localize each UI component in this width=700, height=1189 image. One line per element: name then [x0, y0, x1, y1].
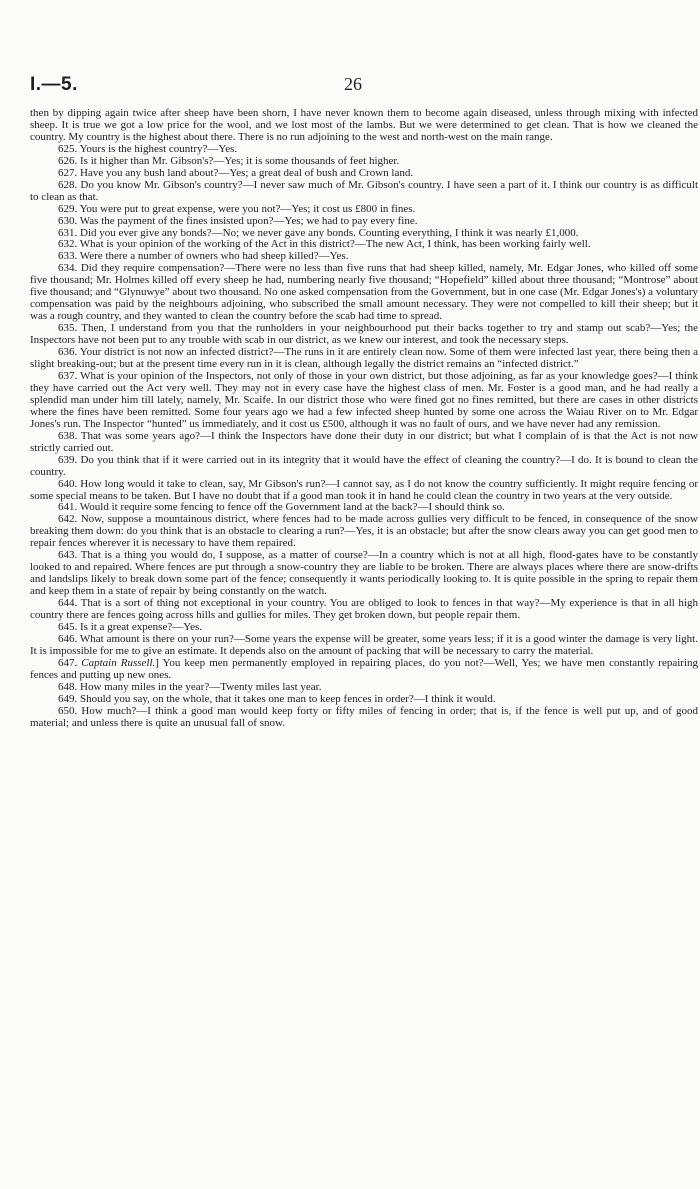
question-639: 639. Do you think that if it were carried out in its integrity that it would have the effect of cleaning the country?—I do. It is bound to clean the country. — [30, 453, 698, 478]
question-636: 636. Your district is not now an infected district?—The runs in it are entirely clean now. Some of them were infected last year, there being then a slight breaking-out; but at the present time every run in it is clean, although legally the district remains an “infected district.” — [30, 346, 698, 371]
question-637: 637. What is your opinion of the Inspectors, not only of those in your own district, but those adjoining, as far as your knowledge goes?—I think they have carried out the Act very well. They may not in every case have the highest class of men. Mr. Foster is a good man, and he had really a splendid man under him till lately, namely, Mr. Scaife. In our district those who were fined got no fines remitted, but there are cases in other districts where the fines have been remitted. Some four years ago we had a few infected sheep hunted by some one across the Waiau River on to Mr. Edgar Jones's run. The Inspector “hunted” us immediately, and it cost us £500, although it was no fault of ours, and we have never had any remission. — [30, 369, 698, 430]
question-629: 629. You were put to great expense, were you not?—Yes; it cost us £800 in fines. — [58, 202, 416, 215]
question-640: 640. How long would it take to clean, say, Mr Gibson's run?—I cannot say, as I do not know the country sufficiently. It might require fencing or some special means to be taken. But I have no doubt that if a good man took it in hand he could clean the country in two years at the very outside. — [30, 477, 698, 502]
question-638: 638. That was some years ago?—I think the Inspectors have done their duty in our district; but what I complain of is that the Act is not now strictly carried out. — [30, 429, 698, 454]
question-633: 633. Were there a number of owners who had sheep killed?—Yes. — [58, 250, 349, 263]
question-627: 627. Have you any bush land about?—Yes; a great deal of bush and Crown land. — [58, 166, 414, 179]
question-631: 631. Did you ever give any bonds?—No; we never gave any bonds. Counting everything, I think it was nearly £1,000. — [58, 226, 579, 239]
question-648: 648. How many miles in the year?—Twenty miles last year. — [58, 680, 322, 693]
question-646: 646. What amount is there on your run?—Some years the expense will be greater, some years less; if it is a good winter the damage is very light. It is impossible for me to give an estimate. It depends also on the amount of packing that will be necessary to carry the material. — [30, 632, 698, 657]
question-645: 645. Is it a great expense?—Yes. — [58, 620, 202, 633]
question-643: 643. That is a thing you would do, I suppose, as a matter of course?—In a country which is not at all high, flood-gates have to be constantly looked to and repaired. Where fences are put through a snow-country they are liable to be broken. There are always places where there are snow-drifts and landslips likely to break down some part of the fence; consequently it wants periodically looking to. It is quite possible in the spring to repair them and keep them in a state of repair by being constantly on the watch. — [30, 549, 698, 598]
question-630: 630. Was the payment of the fines insisted upon?—Yes; we had to pay every fine. — [58, 214, 418, 227]
question-635: 635. Then, I understand from you that the runholders in your neighbourhood put their backs together to try and stamp out scab?—Yes; the Inspectors have not been put to any trouble with scab in our district, as we knew our interest, and took the necessary steps. — [30, 322, 698, 347]
question-626: 626. Is it higher than Mr. Gibson's?—Yes; it is some thousands of feet higher. — [58, 154, 400, 167]
question-644: 644. That is a sort of thing not exceptional in your country. You are obliged to look to fences in that way?—My experience is that in all high country there are fences going across hills and gullies for miles. They get broken down, but people repair them. — [30, 597, 698, 622]
question-text: ] You keep men permanently employed in repairing places, do you not?—Well, Yes; we have men constantly repairing fences and putting up new ones. — [30, 656, 699, 681]
question-647 — [30, 658, 698, 682]
page-number: 26 — [344, 74, 362, 94]
question-642: 642. Now, suppose a mountainous district, where fences had to be made across gullies very difficult to be fenced, in consequence of the snow breaking them down: do you think that is an obstacle to clearing a run?—Yes, it is an obstacle; but after the snow clears away you can get good men to repair fences wherever it is necessary to have them repaired. — [30, 513, 698, 550]
question-628: 628. Do you know Mr. Gibson's country?—I never saw much of Mr. Gibson's country. I have seen a part of it. I think our country is as difficult to clean as that. — [30, 178, 698, 203]
question-number: 647. — [58, 656, 78, 669]
continued-paragraph: then by dipping again twice after sheep have been shorn, I have never known them to become again diseased, unless through mixing with infected sheep. It is true we got a low price for the wool, and we lost most of the lambs. But we were determined to get clean. That is how we cleaned the country. My country is the highest about there. There is no run adjoining to the west and north-west on the main range. — [30, 107, 698, 143]
question-625: 625. Yours is the highest country?—Yes. — [58, 142, 238, 155]
question-641: 641. Would it require some fencing to fence off the Government land at the back?—I should think so. — [58, 501, 505, 514]
question-650: 650. How much?—I think a good man would keep forty or fifty miles of fencing in order; that is, if the fence is well put up, and of good material; and unless there is quite an unusual fall of snow. — [30, 704, 698, 729]
question-649: 649. Should you say, on the whole, that it takes one man to keep fences in order?—I think it would. — [58, 692, 496, 705]
question-634: 634. Did they require compensation?—There were no less than five runs that had sheep killed, namely, Mr. Edgar Jones, who killed off some five thousand; Mr. Holmes killed off every sheep he had, numbering nearly five thousand; “Hopefield” killed about three thousand; “Montrose” about five thousand; and “Glynuwye” about two thousand. No one asked compensation from the Government, but in one case (Mr. Edgar Jones's) a voluntary compensation was paid by the neighbours adjoining, who subscribed the small amount necessary. They were not compelled to kill their sheep; but it was a rough country, and they wanted to clean the country before the scab had time to spread. — [30, 262, 698, 323]
page-header — [30, 74, 676, 98]
testimony-body — [30, 108, 698, 730]
question-632: 632. What is your opinion of the working of the Act in this district?—The new Act, I think, has been working fairly well. — [58, 238, 591, 251]
document-reference: I.—5. — [30, 74, 78, 95]
speaker-name: Captain Russell. — [81, 656, 156, 669]
